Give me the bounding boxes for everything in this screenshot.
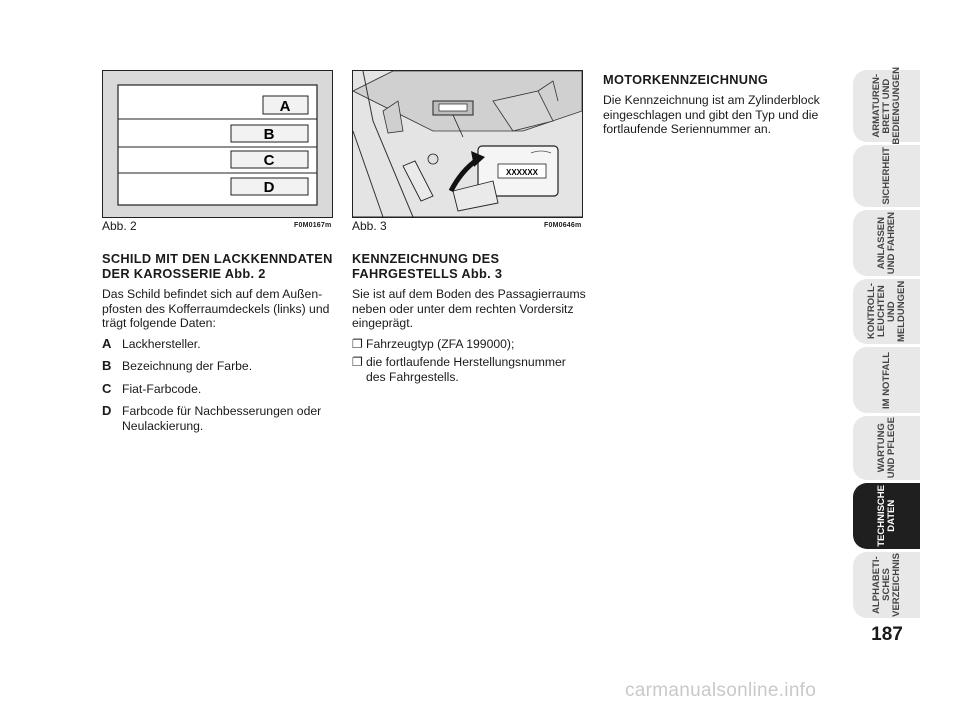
column-paint-plate [102, 251, 334, 441]
list-item [352, 337, 588, 352]
bullet-text: die fortlaufende Herstellungsnummer des Fahrgestells. [366, 355, 566, 384]
item-key: B [102, 358, 112, 373]
chassis-plate-text: XXXXXX [505, 168, 539, 177]
tab-label: ANLASSEN UND FAHREN [875, 211, 897, 275]
tab-anlassen[interactable] [853, 210, 920, 276]
item-text: Fiat-Farbcode. [122, 381, 202, 396]
plate-box-d [231, 178, 308, 196]
figure-2-paint-plate [102, 70, 333, 218]
heading-chassis: KENNZEICHNUNG DES FAHRGESTELLS Abb. 3 [352, 251, 503, 281]
item-text: Farbcode für Nachbesserungen oder Neulackierung. [122, 404, 322, 433]
tab-label: SICHERHEIT [880, 147, 892, 205]
tab-im-notfall[interactable] [853, 347, 920, 413]
plate-label-a: A [279, 98, 291, 115]
tab-verzeichnis[interactable] [853, 552, 920, 618]
paint-plate-illustration [103, 71, 332, 217]
list-item [102, 337, 334, 352]
list-item [102, 404, 334, 433]
plate-label-d: D [263, 179, 275, 196]
checkbox-bullet-icon: ❐ [352, 355, 363, 369]
tab-wartung[interactable] [853, 416, 920, 480]
tab-armaturenbrett[interactable] [853, 67, 920, 145]
tab-label: ARMATUREN- BRETT UND BEDIENGUNGEN [870, 67, 902, 145]
tab-label: ALPHABETI- SCHES VERZEICHNIS [870, 553, 902, 617]
column-chassis [352, 251, 588, 388]
list-item [352, 355, 588, 384]
paragraph-paint-plate: Das Schild befindet sich auf dem Außen-pfosten des Kofferraumdeckels (links) und trägt folgende Daten: [102, 287, 330, 330]
list-item [102, 382, 334, 397]
tab-label: WARTUNG UND PFLEGE [875, 417, 897, 479]
item-key: A [102, 335, 112, 351]
tab-label: KONTROLL- LEUCHTEN UND MELDUNGEN [865, 280, 907, 343]
paragraph-engine: Die Kennzeichnung ist am Zylinderblock eingeschlagen und gibt den Typ und die fortlaufende Seriennummer an. [603, 93, 820, 136]
paragraph-chassis: Sie ist auf dem Boden des Passagierraums neben oder unter dem rechten Vordersitz eingeprägt. [352, 287, 586, 330]
tab-label: IM NOTFALL [880, 351, 892, 409]
plate-box-a [263, 96, 308, 115]
figure-3-caption: Abb. 3 [352, 219, 387, 233]
figure-3-chassis-number [352, 70, 583, 218]
figure-2-caption: Abb. 2 [102, 219, 137, 233]
item-text: Lackhersteller. [122, 336, 201, 351]
tab-technische-daten[interactable] [853, 483, 920, 549]
bullet-text: Fahrzeugtyp (ZFA 199000); [366, 336, 515, 351]
tab-label: TECHNISCHE DATEN [875, 485, 897, 547]
plate-box-c [231, 151, 308, 169]
heading-paint-plate: SCHILD MIT DEN LACKKENNDATEN DER KAROSSERIE Abb. 2 [102, 251, 333, 281]
tab-sicherheit[interactable] [853, 145, 920, 207]
item-key: C [102, 380, 112, 396]
page-number: 187 [871, 624, 903, 645]
plate-box-b [231, 125, 308, 143]
plate-label-c: C [263, 152, 275, 169]
watermark: carmanualsonline.info [625, 680, 817, 701]
item-key: D [102, 403, 112, 418]
list-item [102, 359, 334, 374]
checkbox-bullet-icon: ❐ [352, 336, 363, 351]
chassis-floor-illustration [353, 71, 582, 217]
heading-engine: MOTORKENNZEICHNUNG [603, 72, 769, 87]
plate-label-b: B [263, 126, 275, 143]
tab-kontrollleuchten[interactable] [853, 279, 920, 344]
figure-3-code: F0M0646m [544, 222, 582, 229]
column-engine [603, 72, 839, 143]
item-text: Bezeichnung der Farbe. [122, 359, 253, 373]
figure-2-code: F0M0167m [294, 222, 332, 229]
